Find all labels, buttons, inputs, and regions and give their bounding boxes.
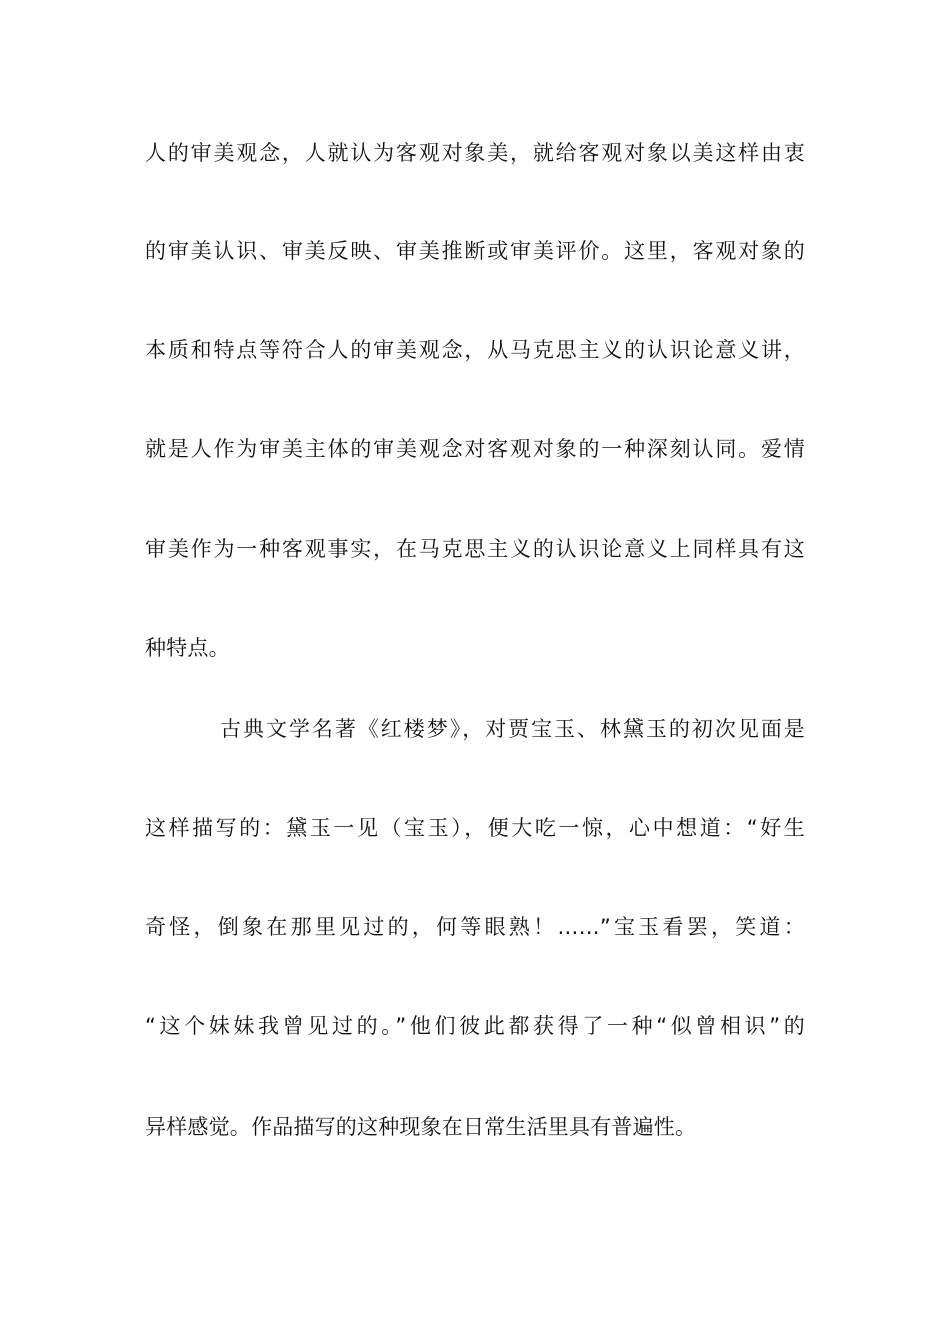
text-line: 古典文学名著《红楼梦》，对贾宝玉、林黛玉的初次见面是: [220, 717, 805, 741]
text-line: 就是人作为审美主体的审美观念对客观对象的一种深刻认同。爱情: [145, 437, 805, 461]
text-line: 的审美认识、审美反映、审美推断或审美评价。这里，客观对象的: [145, 239, 805, 263]
text-line: 人的审美观念，人就认为客观对象美，就给客观对象以美这样由衷: [145, 141, 805, 165]
text-line: 种特点。: [145, 636, 230, 660]
text-line: 异样感觉。作品描写的这种现象在日常生活里具有普遍性。: [145, 1115, 697, 1139]
text-line: 这样描写的：黛玉一见（宝玉），便大吃一惊，心中想道：“好生: [145, 816, 805, 840]
text-line: 奇怪，倒象在那里见过的，何等眼熟！……”宝玉看罢，笑道：: [145, 915, 805, 939]
text-line: 审美作为一种客观事实，在马克思主义的认识论意义上同样具有这: [145, 537, 805, 561]
text-line: “这个妹妹我曾见过的。”他们彼此都获得了一种“似曾相识”的: [145, 1014, 805, 1038]
text-line: 本质和特点等符合人的审美观念，从马克思主义的认识论意义讲，: [145, 338, 805, 362]
